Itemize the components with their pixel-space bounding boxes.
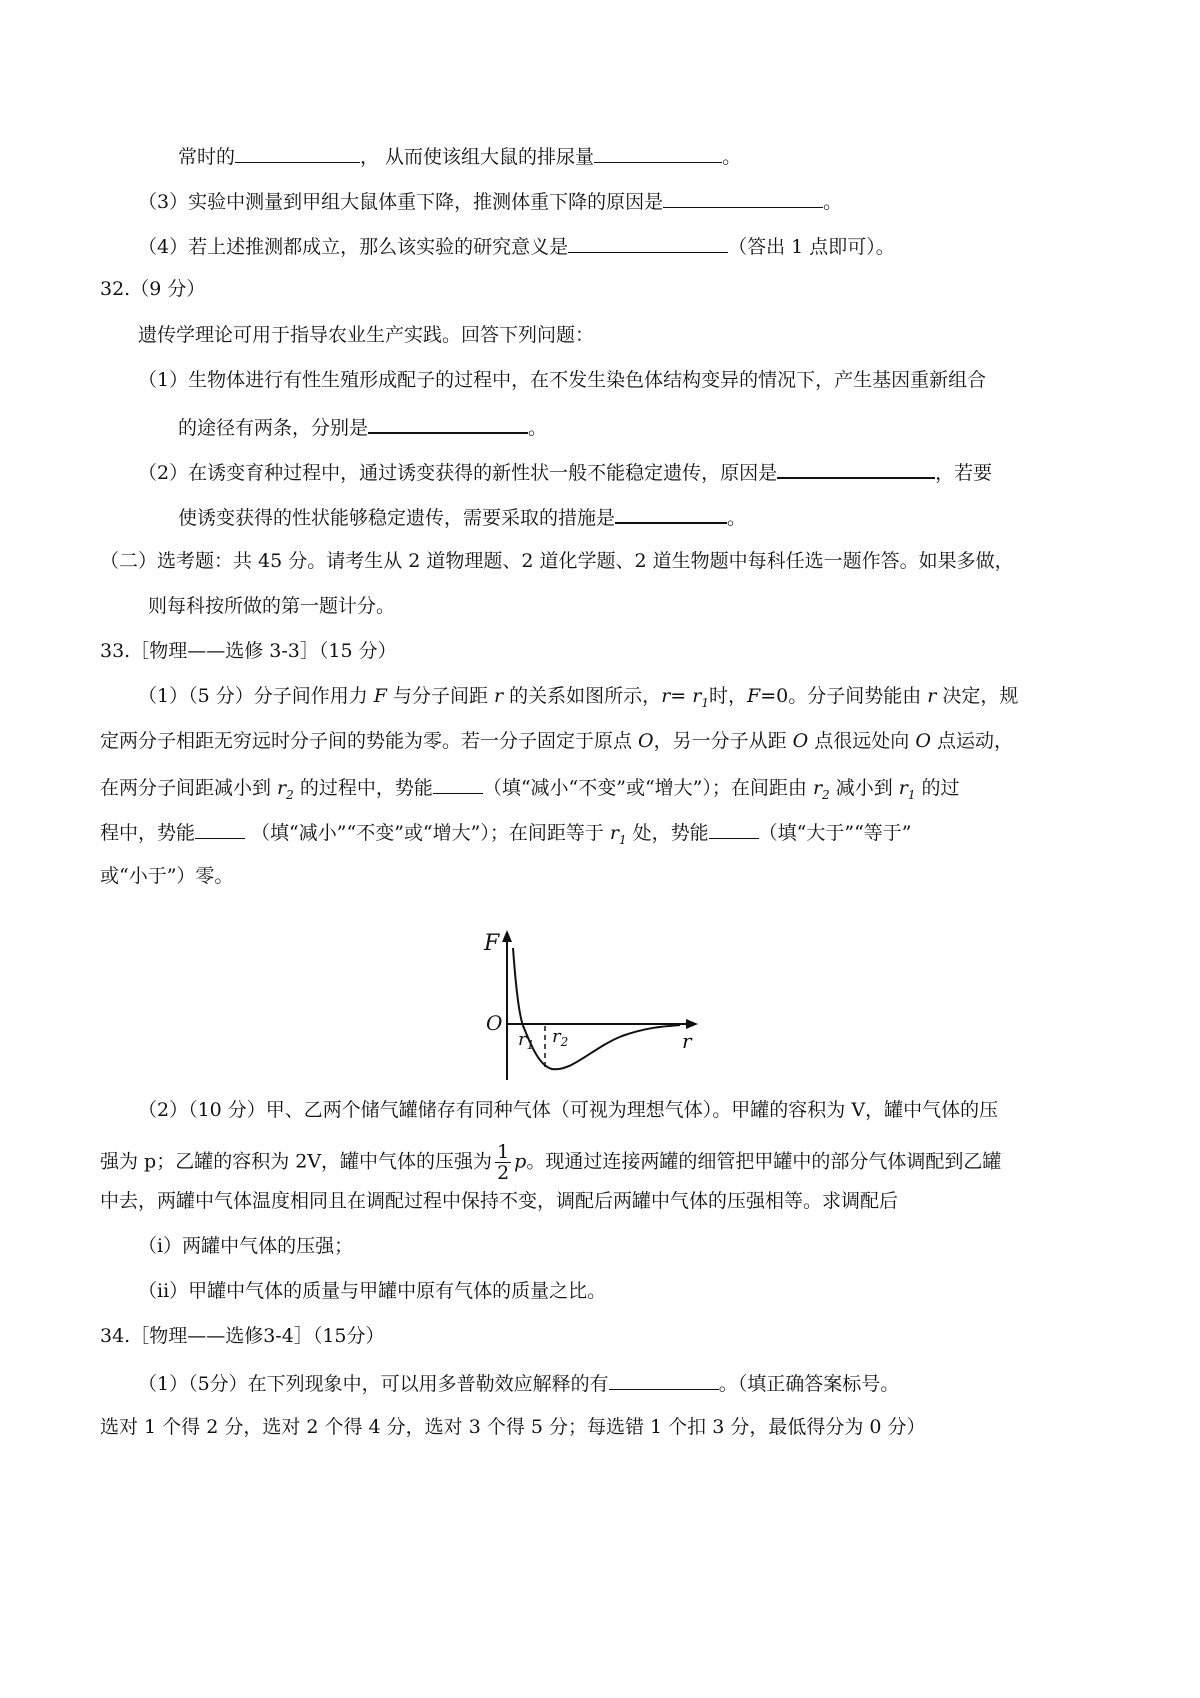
r2-label-main: r <box>552 1026 561 1047</box>
origin-label: O <box>486 1011 503 1035</box>
fraction-one-half: $\frac{1}{2}$ <box>497 1141 510 1184</box>
r1-label-main: r <box>518 1029 527 1050</box>
answer-blank[interactable] <box>615 502 727 524</box>
answer-blank[interactable] <box>568 232 728 253</box>
force-distance-graph <box>462 930 732 1090</box>
q33-p2-line2: 强为 p；乙罐的容积为 2V，罐中气体的压强为 $\frac{1}{2}$ p。现通过连接两罐的细管把甲罐中的部分气体调配到乙罐 <box>100 1141 1002 1184</box>
force-curve <box>513 948 680 1069</box>
q33-header: 33.［物理——选修 3-3］（15 分） <box>100 640 397 662</box>
answer-blank[interactable] <box>777 457 935 479</box>
r1-label <box>518 1029 534 1052</box>
q32-s2-line1: （2）在诱变育种过程中，通过诱变获得的新性状一般不能稳定遗传，原因是 ，若要 <box>138 457 992 486</box>
q34-line1: （1）（5分）在下列现象中，可以用多普勒效应解释的有 。（填正确答案标号。 <box>138 1369 899 1397</box>
y-axis-arrow <box>502 930 512 942</box>
q32-header: 32.（9 分） <box>100 278 206 300</box>
answer-blank[interactable] <box>709 818 759 839</box>
elective-line1: （二）选考题：共 45 分。请考生从 2 道物理题、2 道化学题、2 道生物题中每科任选一题作答。如果多做， <box>100 550 1014 572</box>
x-axis-label: r <box>682 1029 692 1053</box>
q32-intro: 遗传学理论可用于指导农业生产实践。回答下列问题： <box>138 324 595 346</box>
q33-p1-line1: （1）（5 分）分子间作用力 F 与分子间距 r 的关系如图所示，$r= r_1$时，F=0。分子间势能由 r 决定，规 <box>138 685 1019 710</box>
answer-blank[interactable] <box>368 412 528 434</box>
r2-label-sub: 2 <box>560 1035 569 1049</box>
q33-p2-i: （i）两罐中气体的压强； <box>138 1235 354 1257</box>
answer-blank[interactable] <box>594 142 722 163</box>
q33-p2-line1: （2）（10 分）甲、乙两个储气罐储存有同种气体（可视为理想气体）。甲罐的容积为 V，罐中气体的压 <box>138 1099 999 1121</box>
q31-sub4: （4）若上述推测都成立，那么该实验的研究意义是 （答出 1 点即可）。 <box>138 232 895 260</box>
answer-blank[interactable] <box>663 187 823 208</box>
q32-s2-line2: 使诱变获得的性状能够稳定遗传，需要采取的措施是 。 <box>178 502 746 531</box>
answer-blank[interactable] <box>609 1369 719 1390</box>
q31-line-a: 常时的 ， 从而使该组大鼠的排尿量 。 <box>178 142 741 170</box>
q33-p1-line5: 或“小于”）零。 <box>100 865 234 887</box>
answer-blank[interactable] <box>433 773 483 794</box>
answer-blank[interactable] <box>195 818 245 839</box>
answer-blank[interactable] <box>235 142 360 163</box>
q33-p1-line3: 在两分子间距减小到 $r_2$ 的过程中，势能 （填“减小“不变”或“增大”）；在间距由 $r_2$ 减小到 $r_1$ 的过 <box>100 773 960 808</box>
q33-p2-line3: 中去，两罐中气体温度相同且在调配过程中保持不变，调配后两罐中气体的压强相等。求调配后 <box>100 1190 899 1212</box>
y-axis-label: F <box>484 931 500 956</box>
elective-line2: 则每科按所做的第一题计分。 <box>148 595 396 617</box>
q31-sub3: （3）实验中测量到甲组大鼠体重下降，推测体重下降的原因是 。 <box>138 187 842 215</box>
r2-label <box>552 1026 568 1049</box>
x-axis-arrow <box>686 1019 698 1029</box>
r1-label-sub: 1 <box>526 1038 535 1052</box>
q34-header: 34.［物理——选修3-4］（15分） <box>100 1325 385 1347</box>
q32-s1-line2: 的途径有两条，分别是 。 <box>178 412 547 441</box>
q33-p2-ii: （ii）甲罐中气体的质量与甲罐中原有气体的质量之比。 <box>138 1280 607 1302</box>
q33-p1-line4: 程中，势能 （填“减小”“不变”或“增大”）；在间距等于 $r_1$ 处，势能 （填“大于”“等于” <box>100 818 912 853</box>
q34-line2: 选对 1 个得 2 分，选对 2 个得 4 分，选对 3 个得 5 分；每选错 1 个扣 3 分，最低得分为 0 分） <box>100 1416 926 1438</box>
q32-s1-line1: （1）生物体进行有性生殖形成配子的过程中，在不发生染色体结构变异的情况下，产生基因重新组合 <box>138 369 987 391</box>
q33-p1-line2: 定两分子相距无穷远时分子间的势能为零。若一分子固定于原点 O，另一分子从距 O 点很远处向 O 点运动， <box>100 730 1013 752</box>
